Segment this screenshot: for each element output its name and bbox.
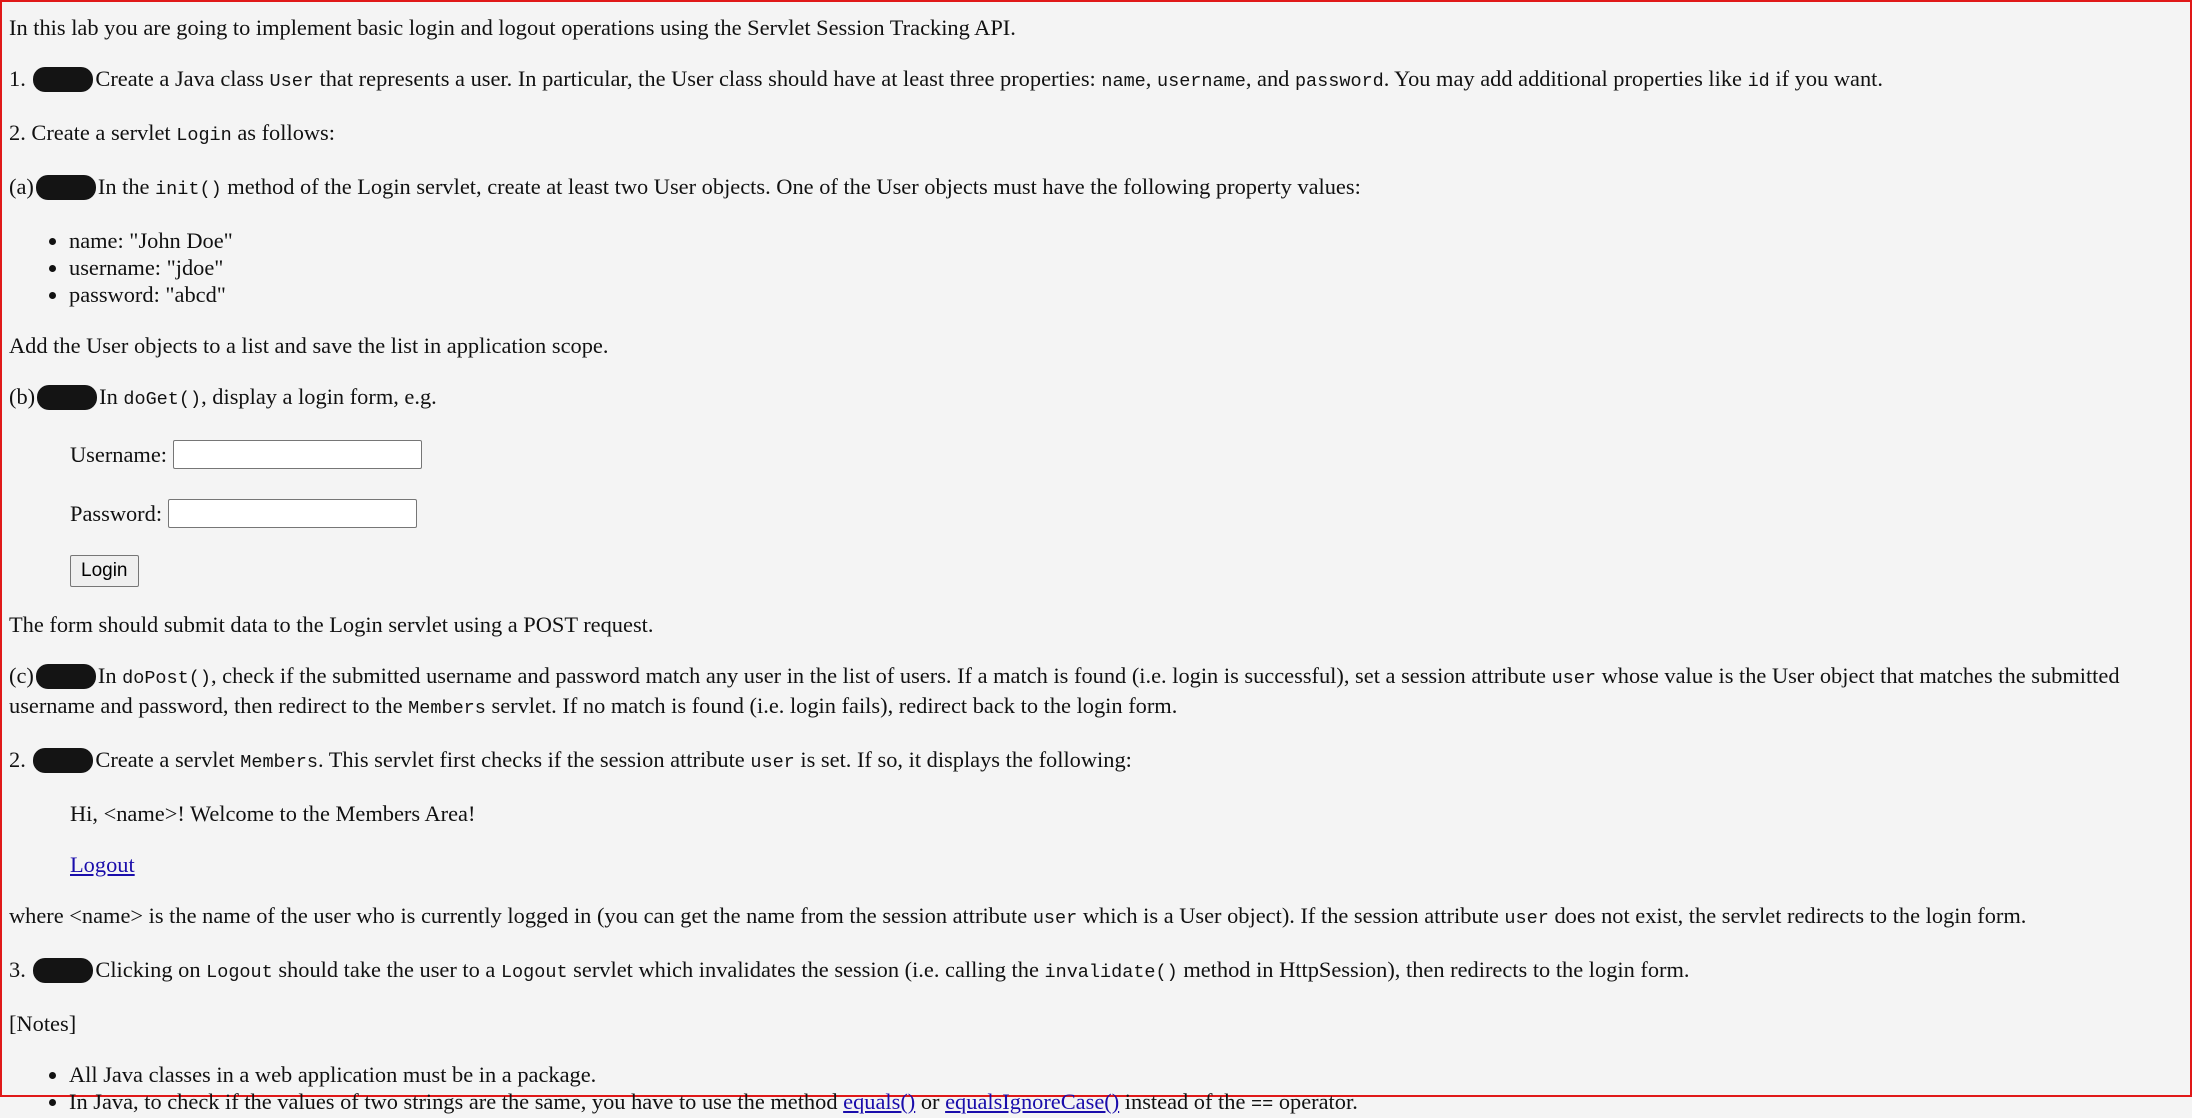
step-text: , display a login form, e.g. <box>201 384 437 409</box>
code-doget: doGet() <box>123 389 202 410</box>
step-text: In the <box>97 174 156 199</box>
code-members: Members <box>408 698 486 719</box>
redaction-mark <box>37 385 97 410</box>
list-item: • password: "abcd" <box>69 281 2183 308</box>
code-id: id <box>1747 71 1770 92</box>
step-text: that represents a user. In particular, the User class should have at least three properties: <box>313 66 1102 91</box>
welcome-text: Hi, <name>! Welcome to the Members Area! <box>70 801 476 826</box>
add-list-text: Add the User objects to a list and save the list in application scope. <box>9 333 609 358</box>
step-label: (b) <box>9 384 36 409</box>
logout-row <box>70 851 2183 878</box>
post-note: The form should submit data to the Login servlet using a POST request. <box>9 612 654 637</box>
username-label: Username: <box>70 442 167 467</box>
code-login: Login <box>176 125 232 146</box>
code-name: name <box>1101 71 1146 92</box>
code-user: user <box>1504 908 1549 929</box>
code-logout: Logout <box>500 962 568 983</box>
list-item <box>69 1088 2183 1118</box>
intro-text: In this lab you are going to implement basic login and logout operations using the Servlet Session Tracking API. <box>9 15 1016 40</box>
code-logout: Logout <box>206 962 273 983</box>
step-text: should take the user to a <box>272 957 501 982</box>
equals-link[interactable]: equals() <box>843 1089 916 1114</box>
note-text: or <box>915 1089 946 1114</box>
username-row <box>70 437 2183 472</box>
code-user: user <box>1551 668 1596 689</box>
step-text: In <box>99 384 124 409</box>
where-text <box>9 902 2183 932</box>
redaction-mark <box>36 175 96 200</box>
step-text: servlet which invalidates the session (i.e. calling the <box>567 957 1045 982</box>
step-text: whose value is the User object that matches the submitted username and password, then redirect to the <box>9 663 2120 718</box>
list-item: • name: "John Doe" <box>69 227 2183 254</box>
code-user-class: User <box>269 71 314 92</box>
note-text: In Java, to check if the values of two strings are the same, you have to use the method <box>69 1089 844 1114</box>
step-2a <box>9 173 2183 203</box>
redaction-mark <box>36 664 96 689</box>
redaction-mark <box>33 748 93 773</box>
logout-link[interactable]: Logout <box>70 852 135 877</box>
step-text: Create a servlet <box>95 747 241 772</box>
note-text: instead of the <box>1119 1089 1252 1114</box>
code-password: password <box>1294 71 1384 92</box>
password-row <box>70 496 2183 531</box>
password-label: Password: <box>70 501 163 526</box>
redaction-mark <box>33 958 93 983</box>
lab-instructions <box>2 2 2190 1118</box>
step-text: where <name> is the name of the user who is currently logged in (you can get the name from the session attribute <box>9 903 1033 928</box>
step-text: method in HttpSession), then redirects to the login form. <box>1177 957 1690 982</box>
step-text: , <box>1145 66 1157 91</box>
step-text: servlet. If no match is found (i.e. login fails), redirect back to the login form. <box>485 693 1178 718</box>
step-text: In <box>97 663 123 688</box>
step-2-members <box>9 746 2183 776</box>
step-text: which is a User object). If the session attribute <box>1077 903 1505 928</box>
user-property-list <box>9 227 2183 308</box>
step-text: , check if the submitted username and password match any user in the list of users. If a match is found (i.e. login is successful), set a session attribute <box>210 663 1552 688</box>
code-user: user <box>1032 908 1078 929</box>
step-2b <box>9 383 2183 413</box>
step-label: (a) <box>9 174 34 199</box>
step-text: as follows: <box>231 120 335 145</box>
login-button[interactable]: Login <box>70 555 139 587</box>
step-text: Create a Java class <box>95 66 270 91</box>
username-input[interactable] <box>173 440 422 469</box>
password-input[interactable] <box>168 499 417 528</box>
code-invalidate: invalidate() <box>1044 962 1178 983</box>
step-label: (c) <box>9 663 34 688</box>
list-item: • All Java classes in a web application must be in a package. <box>69 1061 2183 1088</box>
step-text: is set. If so, it displays the following: <box>794 747 1132 772</box>
step-text: . This servlet first checks if the session attribute <box>317 747 751 772</box>
notes-heading: [Notes] <box>9 1011 77 1036</box>
step-1 <box>9 65 2183 95</box>
step-2c <box>9 662 2183 722</box>
step-text: Clicking on <box>95 957 207 982</box>
code-user: user <box>750 752 795 773</box>
step-text: if you want. <box>1769 66 1883 91</box>
step-text: method of the Login servlet, create at least two User objects. One of the User objects must have the following property values: <box>221 174 1361 199</box>
step-number: 2. <box>9 747 26 772</box>
code-equality-operator: == <box>1251 1094 1274 1115</box>
redaction-mark <box>33 67 93 92</box>
note-text: operator. <box>1273 1089 1358 1114</box>
code-init: init() <box>155 179 222 200</box>
step-3 <box>9 956 2183 986</box>
step-number: 3. <box>9 957 26 982</box>
step-text: . You may add additional properties like <box>1383 66 1748 91</box>
step-2 <box>9 119 2183 149</box>
step-number: 1. <box>9 66 26 91</box>
code-username: username <box>1157 71 1246 92</box>
step-text: 2. Create a servlet <box>9 120 177 145</box>
equals-ignore-case-link[interactable]: equalsIgnoreCase() <box>945 1089 1120 1114</box>
list-item: • username: "jdoe" <box>69 254 2183 281</box>
step-text: , and <box>1245 66 1295 91</box>
step-text: does not exist, the servlet redirects to the login form. <box>1548 903 2027 928</box>
notes-list <box>9 1061 2183 1118</box>
code-members: Members <box>240 752 318 773</box>
code-dopost: doPost() <box>122 668 211 689</box>
